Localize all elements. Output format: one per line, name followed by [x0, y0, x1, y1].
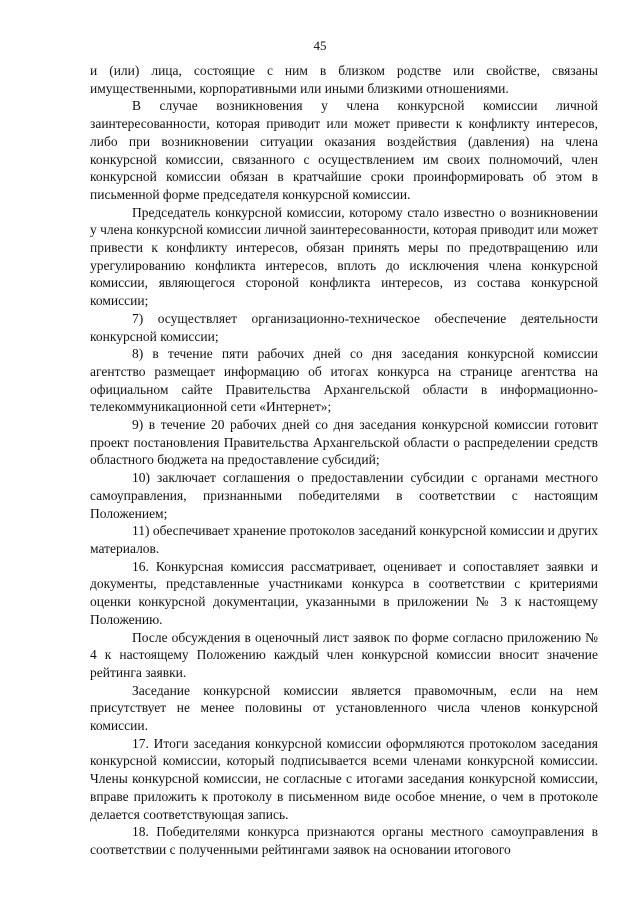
paragraph-section-17: 17. Итоги заседания конкурсной комиссии оформляются протоколом заседания конкурсной комиссии, который подписывается всеми членами конкурсной комиссии. Члены конкурсной комиссии, не согласные с итогами заседания конкурсной комиссии, вправе приложить к протоколу в письменном виде особое мнение, о чем в протоколе делается соответствующая запись.	[90, 735, 598, 822]
paragraph-item-9: 9) в течение 20 рабочих дней со дня заседания конкурсной комиссии готовит проект постановления Правительства Архангельской области о распределении средств областного бюджета на предоставление субсидий;	[90, 417, 598, 468]
paragraph-item-11: 11) обеспечивает хранение протоколов заседаний конкурсной комиссии и других материалов.	[90, 523, 598, 556]
paragraph-item-8: 8) в течение пяти рабочих дней со дня заседания конкурсной комиссии агентство размещает информацию об итогах конкурса на странице агентства на официальном сайте Правительства Архангельской области в информационно-телекоммуникационной сети «Интернет»;	[90, 346, 598, 415]
page-number: 45	[313, 38, 327, 53]
paragraph-evaluation-sheet: После обсуждения в оценочный лист заявок по форме согласно приложению № 4 к настоящему Положению каждый член конкурсной комиссии вносит значение рейтинга заявки.	[90, 629, 598, 680]
paragraph-continuation: и (или) лица, состоящие с ним в близком родстве или свойстве, связаны имущественными, корпоративными или иными близкими отношениями.	[90, 63, 598, 96]
paragraph-chairman-measures: Председатель конкурсной комиссии, которому стало известно о возникновении у члена конкурсной комиссии личной заинтересованности, которая приводит или может привести к конфликту интересов, обязан принять меры по предотвращению или урегулированию конфликта интересов, вплоть до исключения члена конкурсной комиссии, являющегося стороной конфликта интересов, из состава конкурсной комиссии;	[90, 204, 598, 309]
paragraph-section-18: 18. Победителями конкурса признаются органы местного самоуправления в соответствии с полученными рейтингами заявок на основании итогового	[90, 824, 598, 857]
paragraph-conflict-of-interest: В случае возникновения у члена конкурсной комиссии личной заинтересованности, которая приводит или может привести к конфликту интересов, либо при возникновении ситуации оказания воздействия (давления) на члена конкурсной комиссии, связанного с осуществлением им своих полномочий, член конкурсной комиссии обязан в кратчайшие сроки проинформировать об этом в письменной форме председателя конкурсной комиссии.	[90, 98, 598, 202]
paragraph-section-16: 16. Конкурсная комиссия рассматривает, оценивает и сопоставляет заявки и документы, представленные участниками конкурса в соответствии с критериями оценки конкурсной документации, указанными в приложении № 3 к настоящему Положению.	[90, 558, 598, 627]
document-body	[90, 62, 598, 859]
paragraph-quorum: Заседание конкурсной комиссии является правомочным, если на нем присутствует не менее половины от установленного числа членов конкурсной комиссии.	[90, 682, 598, 734]
paragraph-item-10: 10) заключает соглашения о предоставлении субсидии с органами местного самоуправления, признанными победителями в соответствии с настоящим Положением;	[90, 470, 598, 521]
paragraph-item-7: 7) осуществляет организационно-техническое обеспечение деятельности конкурсной комиссии;	[90, 310, 598, 344]
